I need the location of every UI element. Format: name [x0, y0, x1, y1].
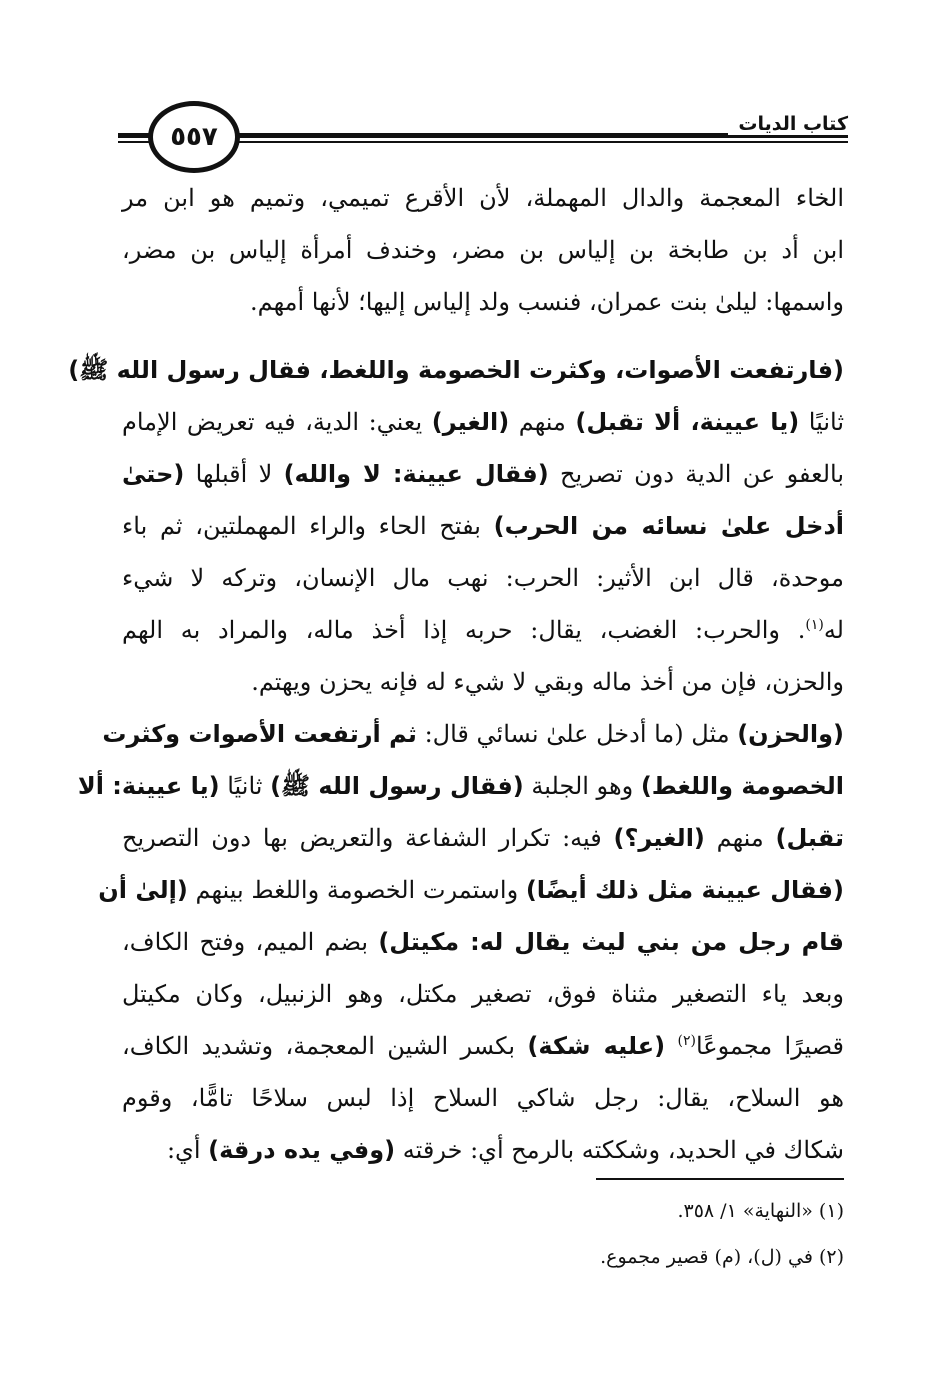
text-segment: موحدة، قال ابن الأثير: الحرب: نهب مال الإنسان، وتركه لا شيء: [122, 564, 844, 592]
text-segment: [665, 1032, 677, 1060]
text-segment: . والحرب: الغضب، يقال: حربه إذا أخذ ماله، والمراد به الهم: [122, 616, 806, 644]
text-segment: الخاء المعجمة والدال المهملة، لأن الأقرع تميمي، وتميم هو ابن مر: [122, 184, 844, 212]
text-segment: قصيرًا مجموعًا: [695, 1032, 844, 1060]
text-line: [122, 1072, 844, 1124]
text-segment: والحزن، فإن من أخذ ماله وبقي لا شيء له فإنه يحزن ويهتم.: [251, 668, 844, 696]
text-line: [122, 656, 844, 708]
text-line: [68, 344, 844, 396]
text-segment: مثل (ما أدخل علىٰ نسائي قال:: [416, 720, 738, 748]
bold-segment: (حتىٰ: [122, 460, 185, 488]
bold-segment: (فقال عيينة: لا والله): [283, 460, 549, 488]
bold-segment: أدخل علىٰ نسائه من الحرب): [493, 512, 844, 540]
text-line: [122, 1124, 844, 1176]
text-line: [122, 812, 844, 864]
bold-segment: (فقال عيينة مثل ذلك أيضًا): [525, 876, 844, 904]
bold-segment: (يا عيينة، ألا تقبل): [575, 408, 800, 436]
footnotes: [144, 1188, 844, 1280]
text-segment: واسمها: ليلىٰ بنت عمران، فنسب ولد إلياس إليها؛ لأنها أمهم.: [249, 288, 844, 316]
text-line: [122, 276, 844, 328]
footnote-ref: (١): [805, 617, 824, 633]
bold-segment: (فارتفعت الأصوات، وكثرت الخصومة واللغط، فقال رسول الله ﷺ): [68, 356, 844, 384]
text-segment: فيه: تكرار الشفاعة والتعريض بها دون التصريح: [122, 824, 614, 852]
text-segment: بفتح الحاء والراء المهملتين، ثم باء: [122, 512, 494, 540]
bold-segment: (وفي يده درقة): [208, 1136, 396, 1164]
text-line: [122, 448, 844, 500]
text-segment: واستمرت الخصومة واللغط بينهم: [187, 876, 526, 904]
text-segment: هو السلاح، يقال: رجل شاكي السلاح إذا لبس سلاحًا تامًّا، وقوم: [122, 1084, 844, 1112]
text-line: [122, 172, 844, 224]
text-segment: أي:: [166, 1136, 209, 1164]
text-line: [98, 864, 844, 916]
text-segment: وبعد ياء التصغير مثناة فوق، تصغير مكتل، وهو الزنبيل، وكان مكيتل: [122, 980, 844, 1008]
text-line: [122, 1020, 844, 1072]
bold-segment: (الغير؟): [613, 824, 705, 852]
text-line: [122, 968, 844, 1020]
bold-segment: ثم أرتفعت الأصوات وكثرت: [102, 720, 417, 748]
bold-segment: قام رجل من بني ليث يقال له: مكيتل): [378, 928, 844, 956]
text-segment: ثانيًا: [219, 772, 271, 800]
paragraph-gap: [122, 328, 844, 344]
page-number: ٥٥٧: [148, 101, 240, 173]
text-segment: شكاك في الحديد، وشككته بالرمح أي: خرقته: [395, 1136, 844, 1164]
text-segment: لا أقبلها: [184, 460, 284, 488]
bold-segment: (الغير): [431, 408, 510, 436]
text-segment: وهو الجلبة: [523, 772, 641, 800]
text-line: [122, 500, 844, 552]
text-segment: منهم: [704, 824, 776, 852]
text-line: [77, 760, 844, 812]
footnote-ref: (٢): [677, 1033, 696, 1049]
text-segment: ثانيًا: [799, 408, 845, 436]
text-segment: بضم الميم، وفتح الكاف،: [122, 928, 379, 956]
text-segment: له: [823, 616, 844, 644]
footnote-separator: [596, 1178, 844, 1180]
text-line: [122, 552, 844, 604]
bold-segment: (إلىٰ أن: [98, 876, 188, 904]
text-line: [122, 916, 844, 968]
footnote: (٢) في (ل)، (م) قصير مجموع.: [600, 1246, 844, 1268]
text-segment: بالعفو عن الدية دون تصريح: [548, 460, 845, 488]
text-line: [102, 708, 844, 760]
footnote: (١) «النهاية» ١/ ٣٥٨.: [677, 1200, 844, 1222]
bold-segment: (فقال رسول الله ﷺ): [270, 772, 524, 800]
bold-segment: (يا عيينة: ألا: [77, 772, 220, 800]
text-line: [122, 224, 844, 276]
text-segment: منهم: [509, 408, 576, 436]
bold-segment: تقبل): [775, 824, 845, 852]
text-segment: يعني: الدية، فيه تعريض الإمام: [122, 408, 432, 436]
bold-segment: الخصومة واللغط): [640, 772, 844, 800]
text-line: [122, 396, 844, 448]
running-title: كتاب الديات: [728, 113, 848, 135]
text-segment: ابن أد بن طابخة بن إلياس بن مضر، وخندف أمرأة إلياس بن مضر،: [122, 236, 844, 264]
text-line: [122, 604, 844, 656]
body-text: [68, 172, 845, 1176]
bold-segment: (عليه شكة): [527, 1032, 666, 1060]
bold-segment: (والحزن): [737, 720, 844, 748]
text-segment: بكسر الشين المعجمة، وتشديد الكاف،: [122, 1032, 528, 1060]
page-header: [118, 95, 848, 175]
